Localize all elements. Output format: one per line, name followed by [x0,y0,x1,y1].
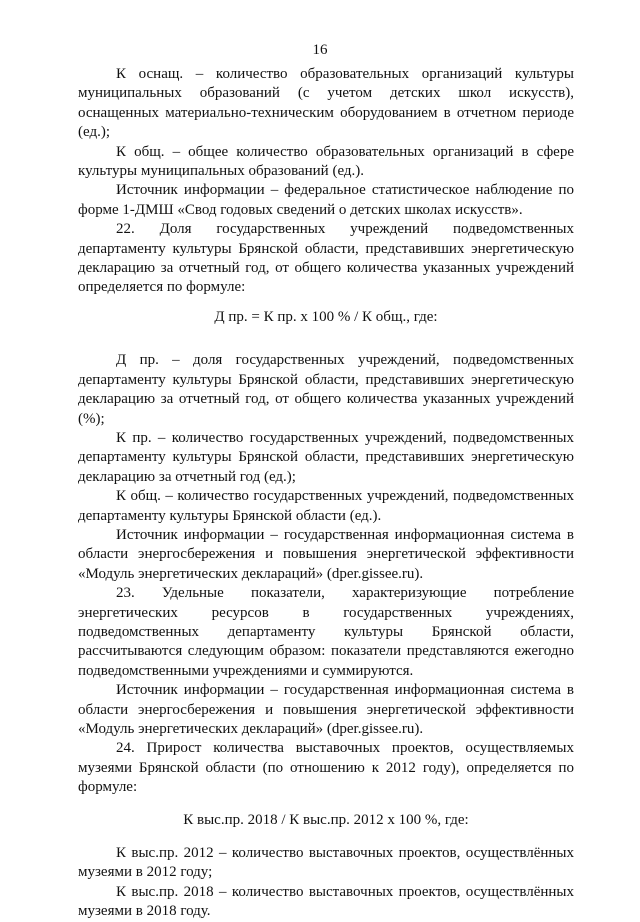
definition-k-vys-pr-2018: К выс.пр. 2018 – количество выставочных проектов, осуществлённых музеями в 2018 году. [78,883,574,920]
definition-k-obshch-2: К общ. – количество государственных учреждений, подведомственных департаменту культуры Брянской области (ед.). [78,488,574,524]
source-info-paragraph: Источник информации – федеральное статистическое наблюдение по форме 1-ДМШ «Свод годовых сведений о детских школах искусств». [78,182,574,218]
definition-k-vys-pr-2012: К выс.пр. 2012 – количество выставочных проектов, осуществлённых музеями в 2012 году; [78,845,574,881]
definition-k-osnashch: К оснащ. – количество образовательных организаций культуры муниципальных образований (с учетом детских школ искусств), оснащенных материально-техническим оборудованием в отчетном периоде (ед.); [78,66,574,141]
definition-k-pr: К пр. – количество государственных учреждений, подведомственных департаменту культуры Брянской области, представивших энергетическую декларацию за отчетный год (ед.); [78,429,574,485]
page-number: 16 [312,42,328,58]
item-24-paragraph: 24. Прирост количества выставочных проектов, осуществляемых музеями Брянской области (по отношению к 2012 году), определяется по формуле: [78,740,574,796]
item-22-paragraph: 22. Доля государственных учреждений подведомственных департаменту культуры Брянской области, представивших энергетическую декларацию за отчетный год, от общего количества указанных учреждений определяется по формуле: [78,221,574,296]
source-info-paragraph-3: Источник информации – государственная информационная система в области энергосбережения и повышения энергетической эффективности «Модуль энергетических деклараций» (dper.gissee.ru). [78,682,574,737]
document-body [78,65,574,922]
formula-exhibition-growth: К выс.пр. 2018 / К выс.пр. 2012 х 100 %, где: [183,811,469,828]
definition-d-pr: Д пр. – доля государственных учреждений, подведомственных департаменту культуры Брянской области, представивших энергетическую декларацию за отчетный год, от общего количества указанных учреждений (%); [78,352,574,427]
definition-k-obshch: К общ. – общее количество образовательных организаций в сфере культуры муниципальных образований (ед.). [78,143,574,180]
item-23-paragraph: 23. Удельные показатели, характеризующие потребление энергетических ресурсов в государственных учреждениях, подведомственных департаменту культуры Брянской области, рассчитываются следующим образом: показатели представляются ежегодно подведомственными учреждениями и суммируются. [78,585,574,679]
formula-share: Д пр. = К пр. х 100 % / К общ., где: [214,308,438,325]
source-info-paragraph-2: Источник информации – государственная информационная система в области энергосбережения и повышения энергетической эффективности «Модуль энергетических деклараций» (dper.gissee.ru). [78,526,574,582]
